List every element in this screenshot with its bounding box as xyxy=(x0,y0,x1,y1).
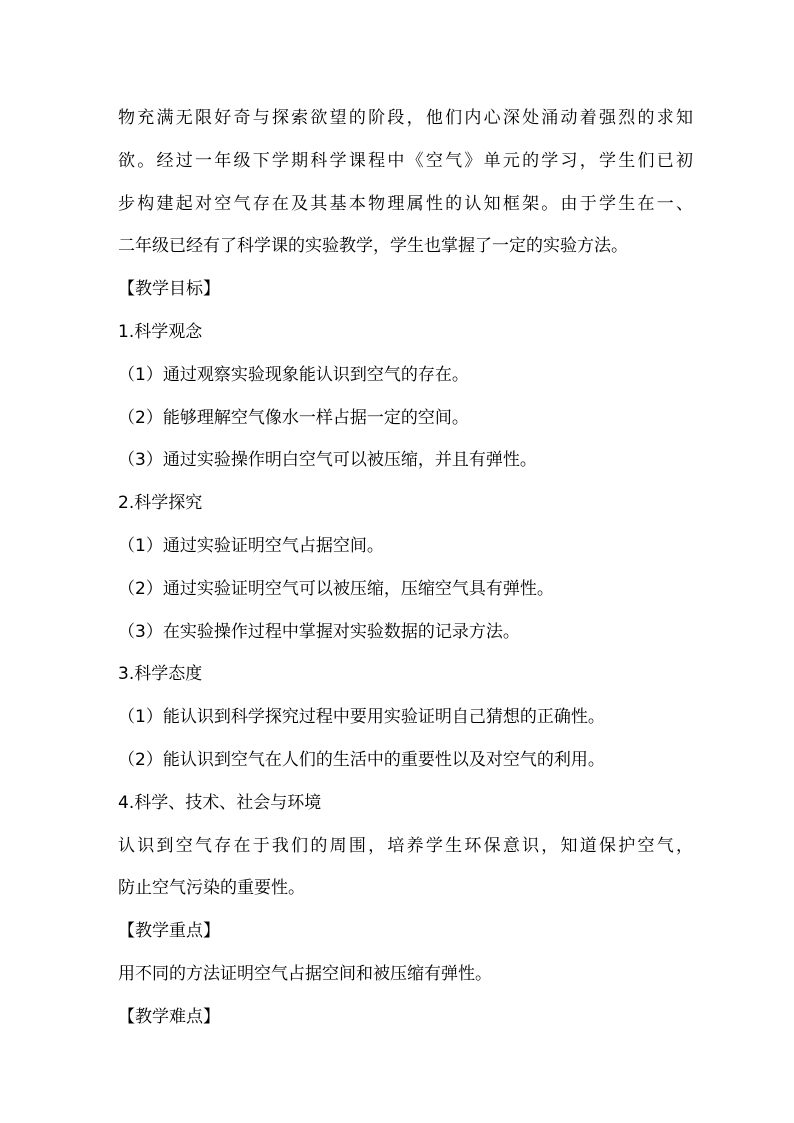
difficulties-heading: 【教学难点】 xyxy=(118,1006,220,1027)
intro-line-3: 步构建起对空气存在及其基本物理属性的认知框架。由于学生在一、 xyxy=(118,193,693,214)
document-body xyxy=(118,101,693,1043)
inquiry-item-2: （2）通过实验证明空气可以被压缩，压缩空气具有弹性。 xyxy=(118,578,554,599)
stse-line-1: 认识到空气存在于我们的周围，培养学生环保意识，知道保护空气， xyxy=(118,835,693,856)
intro-line-4: 二年级已经有了科学课的实验教学，学生也掌握了一定的实验方法。 xyxy=(118,236,628,257)
key-points-heading: 【教学重点】 xyxy=(118,921,220,942)
inquiry-title: 2.科学探究 xyxy=(118,493,203,514)
objectives-heading: 【教学目标】 xyxy=(118,279,220,300)
attitude-title: 3.科学态度 xyxy=(118,664,203,685)
attitude-item-2: （2）能认识到空气在人们的生活中的重要性以及对空气的利用。 xyxy=(118,749,605,770)
intro-line-1: 物充满无限好奇与探索欲望的阶段，他们内心深处涌动着强烈的求知 xyxy=(118,108,693,128)
intro-line-2: 欲。经过一年级下学期科学课程中《空气》单元的学习，学生们已初 xyxy=(118,150,693,171)
attitude-item-1: （1）能认识到科学探究过程中要用实验证明自己猜想的正确性。 xyxy=(118,707,605,728)
inquiry-item-1: （1）通过实验证明空气占据空间。 xyxy=(118,535,384,556)
inquiry-item-3: （3）在实验操作过程中掌握对实验数据的记录方法。 xyxy=(118,621,520,642)
stse-title: 4.科学、技术、社会与环境 xyxy=(118,792,322,813)
key-points-text: 用不同的方法证明空气占据空间和被压缩有弹性。 xyxy=(118,963,492,984)
concept-item-1: （1）通过观察实验现象能认识到空气的存在。 xyxy=(118,364,469,385)
concept-title: 1.科学观念 xyxy=(118,321,203,342)
concept-item-2: （2）能够理解空气像水一样占据一定的空间。 xyxy=(118,407,469,428)
concept-item-3: （3）通过实验操作明白空气可以被压缩，并且有弹性。 xyxy=(118,450,537,471)
stse-line-2: 防止空气污染的重要性。 xyxy=(118,878,305,899)
